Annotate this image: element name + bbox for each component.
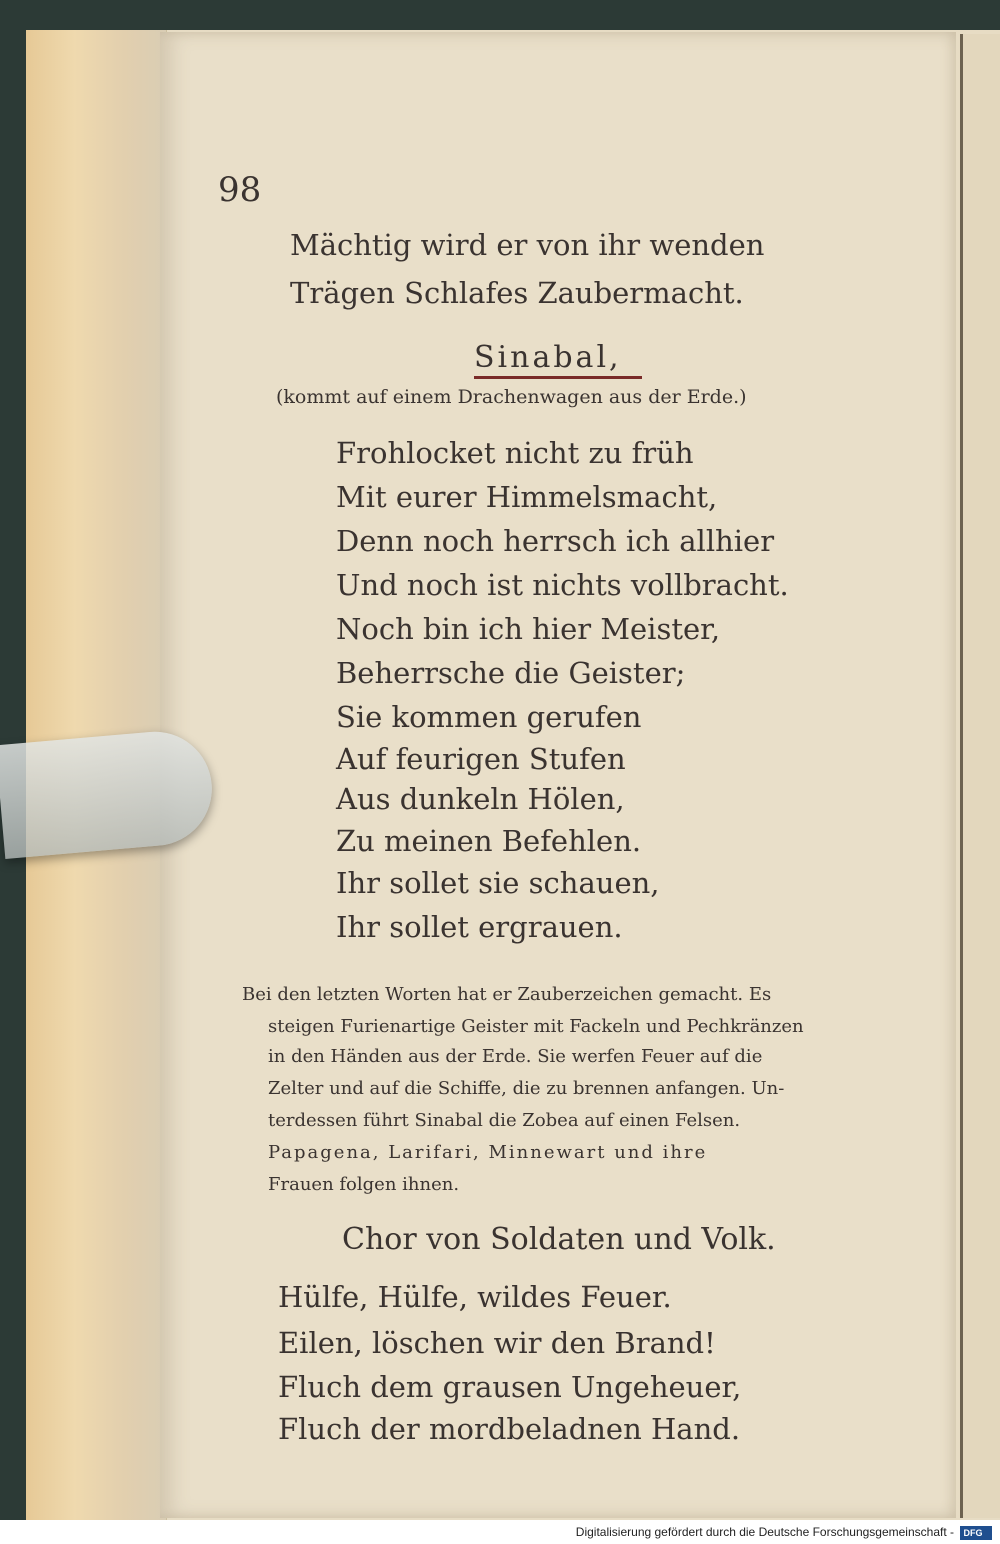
verse-line: Sie kommen gerufen	[336, 700, 642, 734]
speaker-name: Sinabal,	[474, 340, 622, 375]
prose-line: Bei den letzten Worten hat er Zauberzeichen gemacht. Es	[242, 984, 772, 1005]
text-line: Trägen Schlafes Zaubermacht.	[290, 276, 744, 310]
prose-line: Papagena, Larifari, Minnewart und ihre	[268, 1142, 708, 1163]
chorus-heading: Chor von Soldaten und Volk.	[342, 1222, 776, 1257]
verse-line: Aus dunkeln Hölen,	[336, 782, 625, 816]
underline	[474, 376, 642, 379]
verse-line: Mit eurer Himmelsmacht,	[336, 480, 718, 514]
verse-line: Frohlocket nicht zu früh	[336, 436, 694, 470]
chorus-line: Fluch dem grausen Ungeheuer,	[278, 1370, 742, 1404]
facing-page	[960, 34, 1000, 1518]
prose-line: terdessen führt Sinabal die Zobea auf einen Felsen.	[268, 1110, 741, 1131]
footer	[0, 1520, 1000, 1544]
verse-line: Auf feurigen Stufen	[336, 742, 626, 776]
verse-line: Ihr sollet sie schauen,	[336, 866, 660, 900]
text-line: Mächtig wird er von ihr wenden	[290, 228, 765, 262]
page-number: 98	[218, 170, 262, 210]
verse-line: Und noch ist nichts vollbracht.	[336, 568, 789, 602]
stage-direction: (kommt auf einem Drachenwagen aus der Erde.)	[276, 386, 747, 408]
dfg-logo: DFG	[960, 1526, 992, 1540]
chorus-line: Fluch der mordbeladnen Hand.	[278, 1412, 741, 1446]
prose-line: steigen Furienartige Geister mit Fackeln und Pechkränzen	[268, 1016, 804, 1037]
verse-line: Zu meinen Befehlen.	[336, 824, 642, 858]
verse-line: Noch bin ich hier Meister,	[336, 612, 721, 646]
chorus-line: Hülfe, Hülfe, wildes Feuer.	[278, 1280, 672, 1314]
verse-line: Denn noch herrsch ich allhier	[336, 524, 775, 558]
chorus-line: Eilen, löschen wir den Brand!	[278, 1326, 716, 1360]
footer-credit: Digitalisierung gefördert durch die Deutsche Forschungsgemeinschaft -	[575, 1525, 954, 1539]
verse-line: Beherrsche die Geister;	[336, 656, 686, 690]
prose-line: Frauen folgen ihnen.	[268, 1174, 460, 1195]
prose-line: Zelter und auf die Schiffe, die zu brennen anfangen. Un-	[268, 1078, 785, 1099]
prose-line: in den Händen aus der Erde. Sie werfen Feuer auf die	[268, 1046, 763, 1067]
verse-line: Ihr sollet ergrauen.	[336, 910, 623, 944]
